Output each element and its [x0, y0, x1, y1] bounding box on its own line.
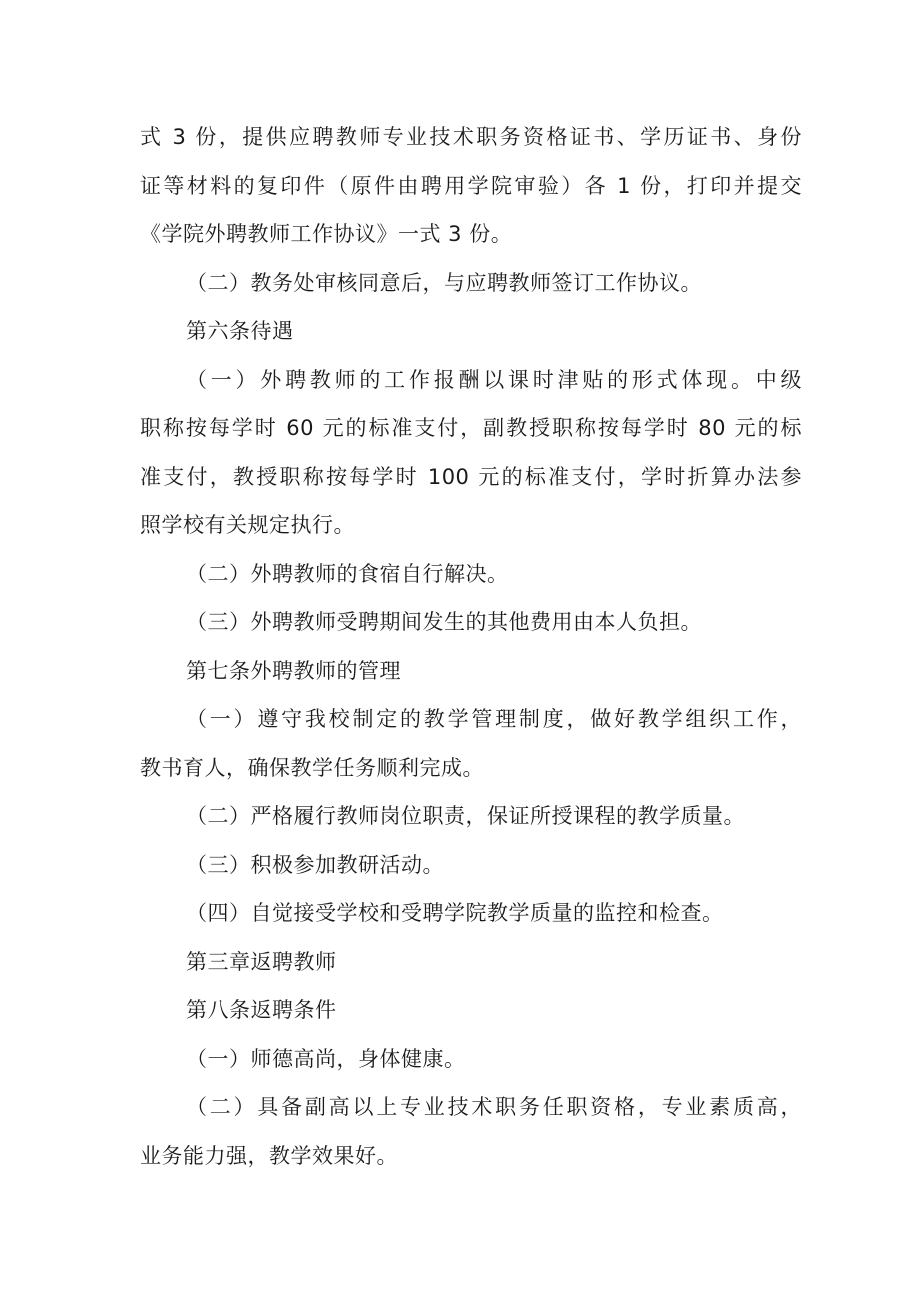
document-body [140, 113, 802, 1180]
text-line: 《学院外聘教师工作协议》一式 3 份。 [140, 222, 513, 246]
text-line: （三）积极参加教研活动。 [186, 852, 444, 877]
text-line: 式 3 份，提供应聘教师专业技术职务资格证书、学历证书、身份 [140, 125, 802, 149]
text-line: （二）严格履行教师岗位职责，保证所授课程的教学质量。 [186, 804, 745, 828]
text-line: （四）自觉接受学校和受聘学院教学质量的监控和检查。 [186, 901, 724, 925]
text-line: 业务能力强，教学效果好。 [140, 1143, 398, 1168]
text-line: （三）外聘教师受聘期间发生的其他费用由本人负担。 [186, 610, 702, 634]
text-line: （二）教务处审核同意后，与应聘教师签订工作协议。 [186, 270, 702, 295]
text-line: 证等材料的复印件（原件由聘用学院审验）各 1 份，打印并提交 [140, 173, 802, 198]
text-line: （一）遵守我校制定的教学管理制度，做好教学组织工作， [186, 707, 802, 731]
text-line: 职称按每学时 60 元的标准支付，副教授职称按每学时 80 元的标 [140, 416, 802, 440]
text-line: （一）师德高尚，身体健康。 [186, 1046, 466, 1071]
article-heading: 第八条返聘条件 [186, 998, 337, 1022]
text-line: 准支付，教授职称按每学时 100 元的标准支付，学时折算办法参 [140, 464, 802, 489]
text-line: 照学校有关规定执行。 [140, 513, 355, 537]
chapter-heading: 第三章返聘教师 [186, 949, 337, 974]
text-line: 教书育人，确保教学任务顺利完成。 [140, 755, 484, 780]
text-line: （二）具备副高以上专业技术职务任职资格，专业素质高， [186, 1095, 802, 1119]
text-line: （一）外聘教师的工作报酬以课时津贴的形式体现。中级 [186, 367, 802, 392]
article-heading: 第六条待遇 [186, 319, 294, 343]
article-heading: 第七条外聘教师的管理 [186, 658, 401, 683]
text-line: （二）外聘教师的食宿自行解决。 [186, 561, 509, 586]
